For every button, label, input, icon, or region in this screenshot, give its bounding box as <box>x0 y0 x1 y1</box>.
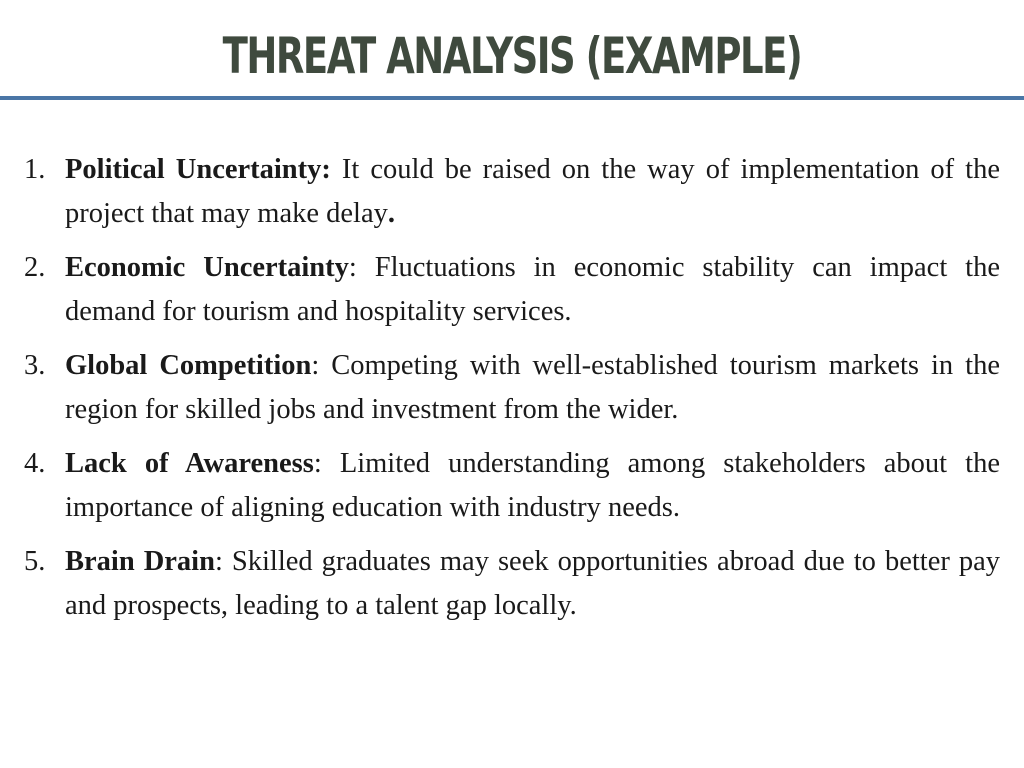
item-term: Economic Uncertainty <box>65 252 349 283</box>
list-item <box>24 540 1000 628</box>
item-term: Lack of Awareness <box>65 448 314 479</box>
item-term: Political Uncertainty: <box>65 154 331 185</box>
item-text: Limited understanding among stakeholders about the importance of aligning education with industry needs. <box>65 448 1000 523</box>
list-item <box>24 246 1000 334</box>
item-number: 3. <box>24 350 46 381</box>
item-number: 1. <box>24 154 46 185</box>
item-text: It could be raised on the way of implementation of the project that may make delay <box>65 154 1000 229</box>
item-number: 2. <box>24 252 46 283</box>
item-tail: . <box>387 198 395 229</box>
item-number: 4. <box>24 448 46 479</box>
item-separator: : <box>214 546 223 577</box>
item-separator: : <box>311 350 320 381</box>
item-text: Fluctuations in economic stability can impact the demand for tourism and hospitality services. <box>65 252 1000 327</box>
item-separator: : <box>313 448 322 479</box>
item-text: Competing with well-established tourism markets in the region for skilled jobs and investment from the wider. <box>65 350 1000 425</box>
item-separator: : <box>348 252 357 283</box>
item-term: Global Competition <box>65 350 312 381</box>
list-item <box>24 148 1000 236</box>
list-item <box>24 344 1000 432</box>
item-text: Skilled graduates may seek opportunities abroad due to better pay and prospects, leading to a talent gap locally. <box>65 546 1000 621</box>
threat-list <box>24 148 1000 638</box>
slide-title: THREAT ANALYSIS (EXAMPLE) <box>222 27 802 85</box>
list-item <box>24 442 1000 530</box>
item-term: Brain Drain <box>65 546 215 577</box>
item-number: 5. <box>24 546 46 577</box>
title-divider <box>0 96 1024 100</box>
